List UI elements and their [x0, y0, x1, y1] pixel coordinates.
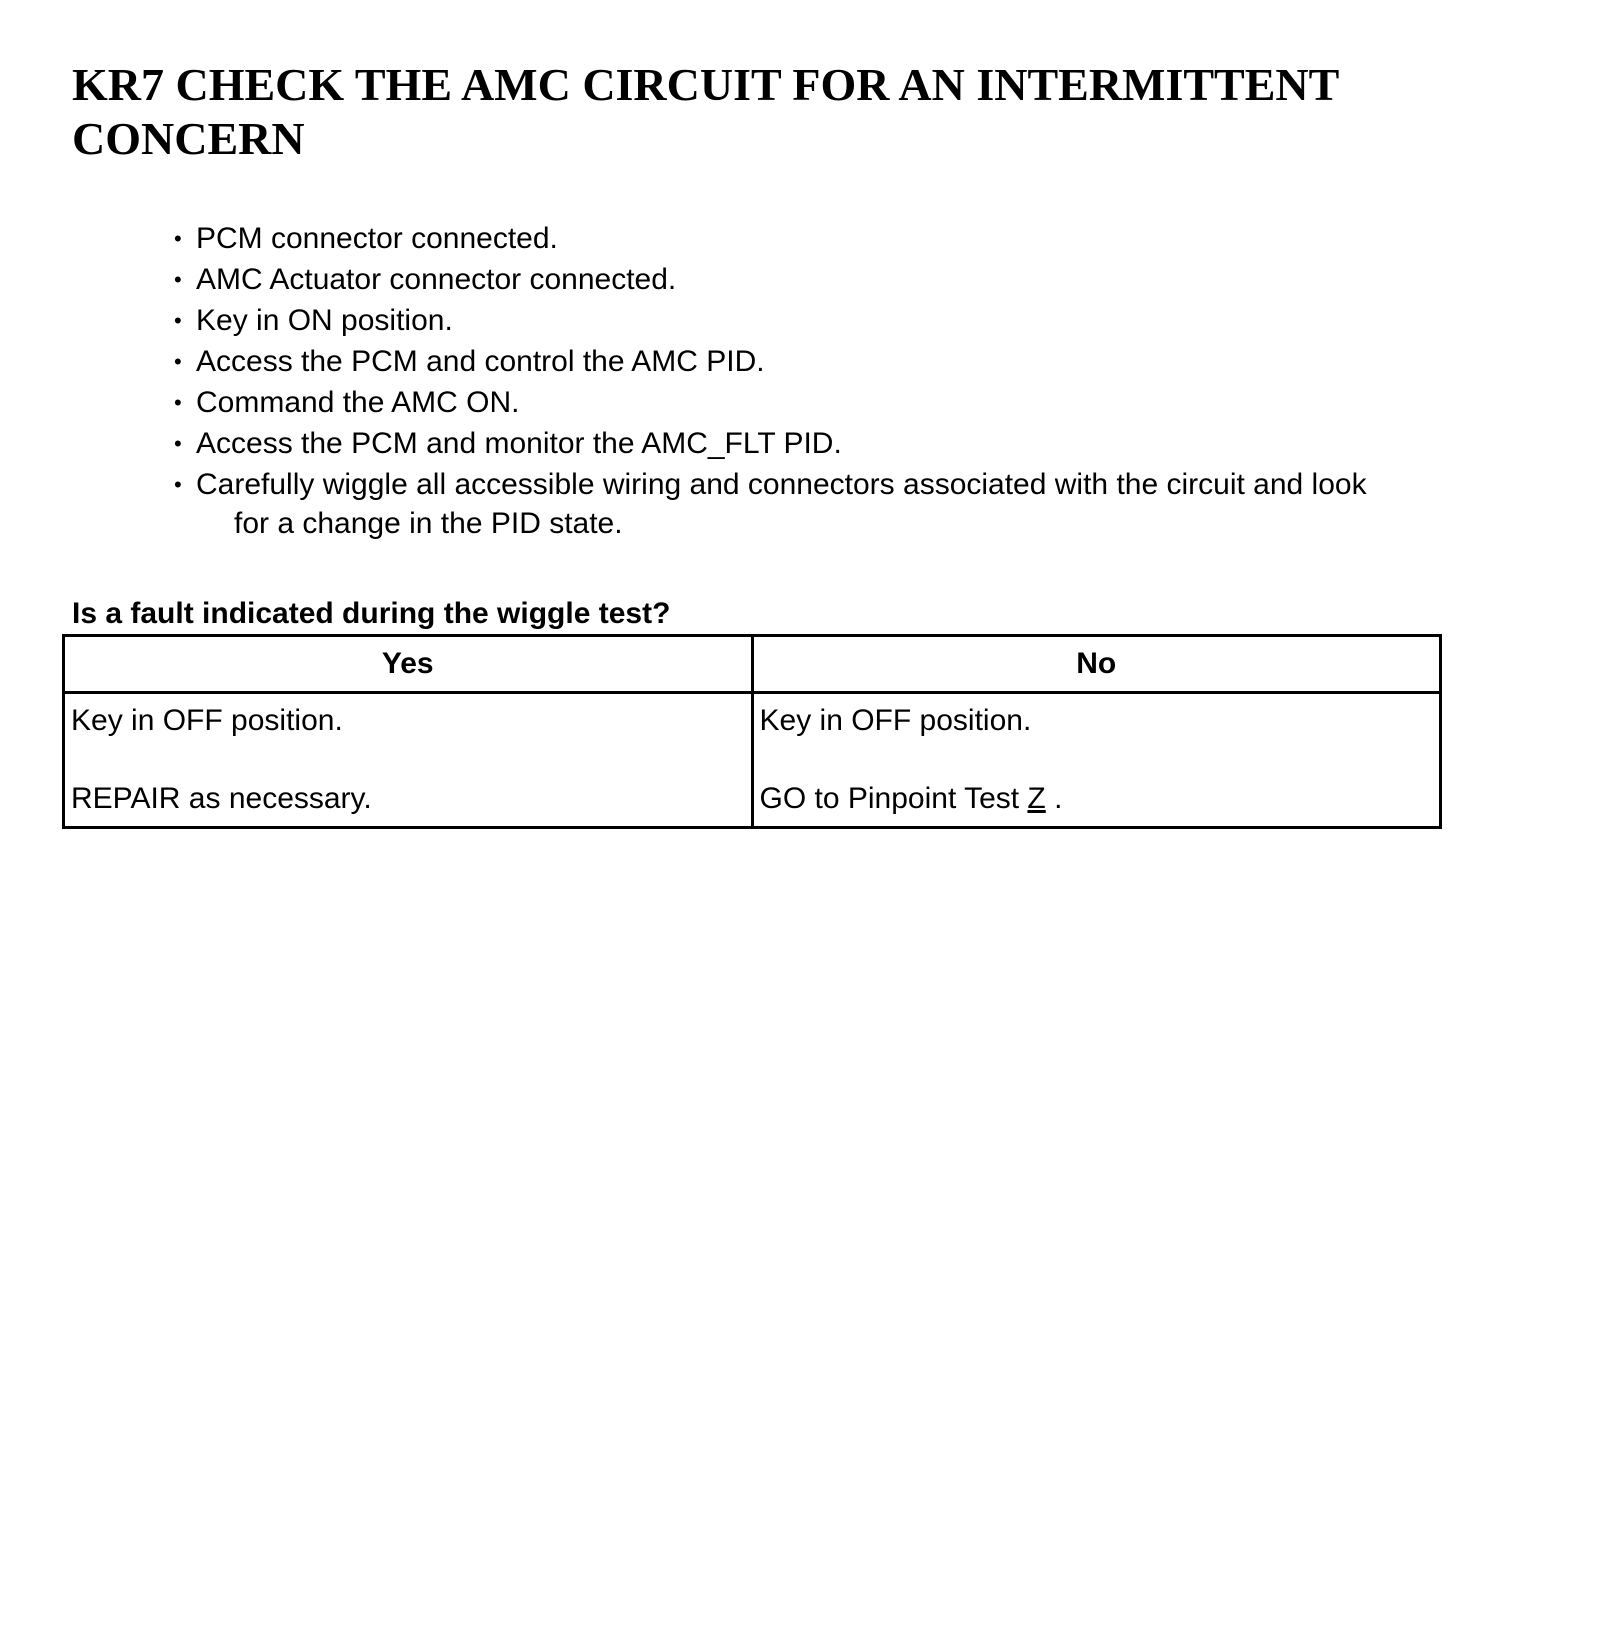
page-title: KR7 CHECK THE AMC CIRCUIT FOR AN INTERMITTENT CONCERN: [72, 59, 1339, 164]
step-text: Key in ON position.: [196, 304, 453, 337]
no-step-2-suffix: .: [1045, 782, 1063, 815]
no-step-2: [760, 780, 1434, 818]
bullet-icon: •: [174, 267, 182, 292]
table-row: [64, 693, 1441, 828]
list-item: [174, 259, 1574, 300]
step-list: [174, 218, 1574, 544]
no-step-2-prefix: GO to Pinpoint Test: [759, 782, 1028, 815]
result-table: [62, 634, 1442, 829]
yes-column-header: Yes: [64, 636, 753, 693]
step-text: Access the PCM and control the AMC PID.: [196, 345, 765, 378]
step-text: PCM connector connected.: [196, 222, 558, 255]
step-text: Command the AMC ON.: [196, 386, 520, 419]
list-item: [174, 382, 1574, 423]
bullet-icon: •: [174, 472, 182, 497]
yes-cell: [64, 693, 753, 828]
no-cell: [752, 693, 1441, 828]
list-item: [174, 300, 1574, 341]
question-heading: Is a fault indicated during the wiggle test?: [72, 597, 671, 630]
bullet-icon: •: [174, 431, 182, 456]
list-item: [174, 341, 1574, 382]
no-step-1: Key in OFF position.: [759, 704, 1032, 737]
pinpoint-test-link[interactable]: Z: [1027, 782, 1046, 815]
bullet-icon: •: [174, 349, 182, 374]
step-text-continuation: for a change in the PID state.: [234, 507, 623, 540]
step-text: Carefully wiggle all accessible wiring and connectors associated with the circuit and look: [196, 468, 1367, 501]
yes-step-2: REPAIR as necessary.: [71, 782, 372, 815]
yes-step-1: Key in OFF position.: [71, 704, 343, 737]
list-item: [174, 218, 1574, 259]
bullet-icon: •: [174, 308, 182, 333]
bullet-icon: •: [174, 226, 182, 251]
table-header-row: [64, 636, 1441, 693]
no-column-header: No: [752, 636, 1441, 693]
step-text: Access the PCM and monitor the AMC_FLT PID.: [196, 427, 842, 460]
list-item: [174, 464, 1574, 544]
list-item: [174, 423, 1574, 464]
step-text: AMC Actuator connector connected.: [196, 263, 677, 296]
bullet-icon: •: [174, 390, 182, 415]
